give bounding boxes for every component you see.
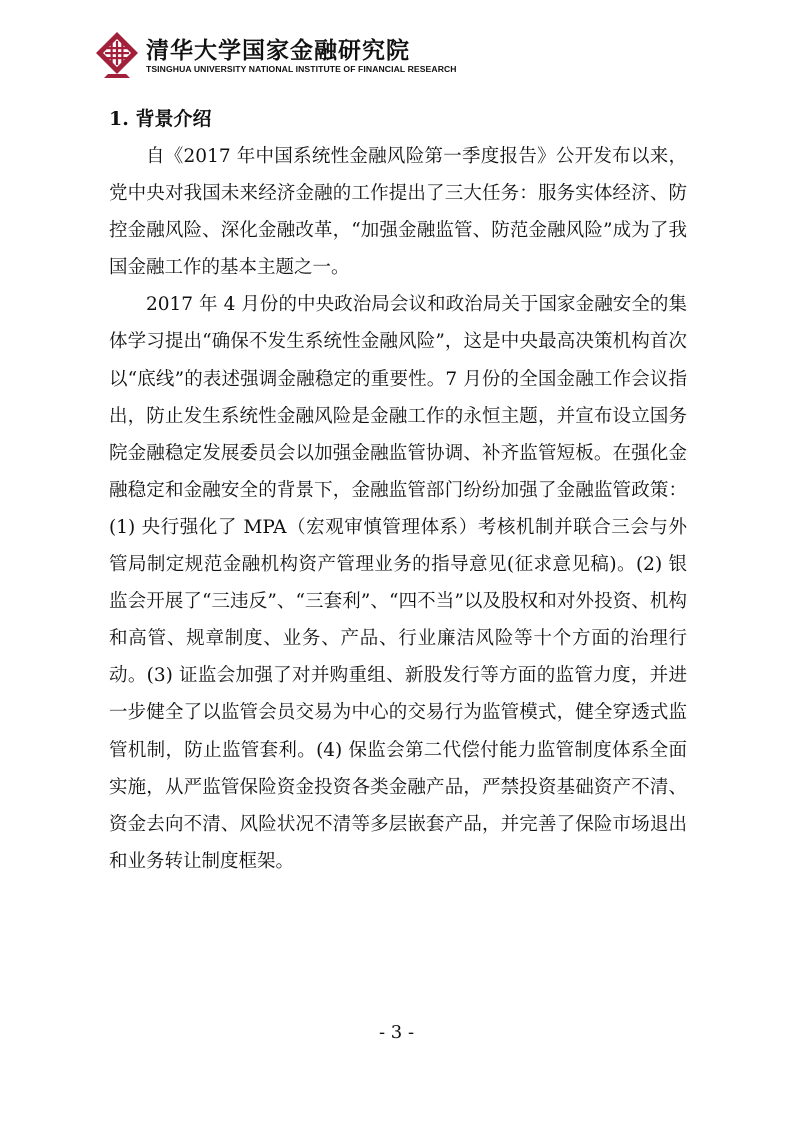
institution-name-en: TSINGHUA UNIVERSITY NATIONAL INSTITUTE OF FINANCIAL RESEARCH [146,64,457,74]
body-text [109,138,687,880]
paragraph: 自《2017 年中国系统性金融风险第一季度报告》公开发布以来，党中央对我国未来经济金融的工作提出了三大任务：服务实体经济、防控金融风险、深化金融改革，“加强金融监管、防范金融风险”成为了我国金融工作的基本主题之一。 [109,146,687,279]
institution-name-cn: 清华大学国家金融研究院 [146,38,410,64]
tsinghua-nifr-logo-icon [94,30,140,80]
page-number: - 3 - [378,1022,415,1043]
paragraph: 2017 年 4 月份的中央政治局会议和政治局关于国家金融安全的集体学习提出“确保不发生系统性金融风险”，这是中央最高决策机构首次以“底线”的表述强调金融稳定的重要性。7 月份的全国金融工作会议指出，防止发生系统性金融风险是金融工作的永恒主题，并宣布设立国务院金融稳定发展委员会以加强金融监管协调、补齐监管短板。在强化金融稳定和金融安全的背景下，金融监管部门纷纷加强了金融监管政策：(1) 央行强化了 MPA（宏观审慎管理体系）考核机制并联合三会与外管局制定规范金融机构资产管理业务的指导意见(征求意见稿)。(2) 银监会开展了“三违反”、“三套利”、“四不当”以及股权和对外投资、机构和高管、规章制度、业务、产品、行业廉洁风险等十个方面的治理行动。(3) 证监会加强了对并购重组、新股发行等方面的监管力度，并进一步健全了以监管会员交易为中心的交易行为监管模式，健全穿透式监管机制，防止监管套利。(4) 保监会第二代偿付能力监管制度体系全面实施，从严监管保险资金投资各类金融产品，严禁投资基础资产不清、资金去向不清、风险状况不清等多层嵌套产品，并完善了保险市场退出和业务转让制度框架。 [109,294,687,872]
section-heading: 1. 背景介绍 [109,108,212,130]
page-header [94,30,694,90]
